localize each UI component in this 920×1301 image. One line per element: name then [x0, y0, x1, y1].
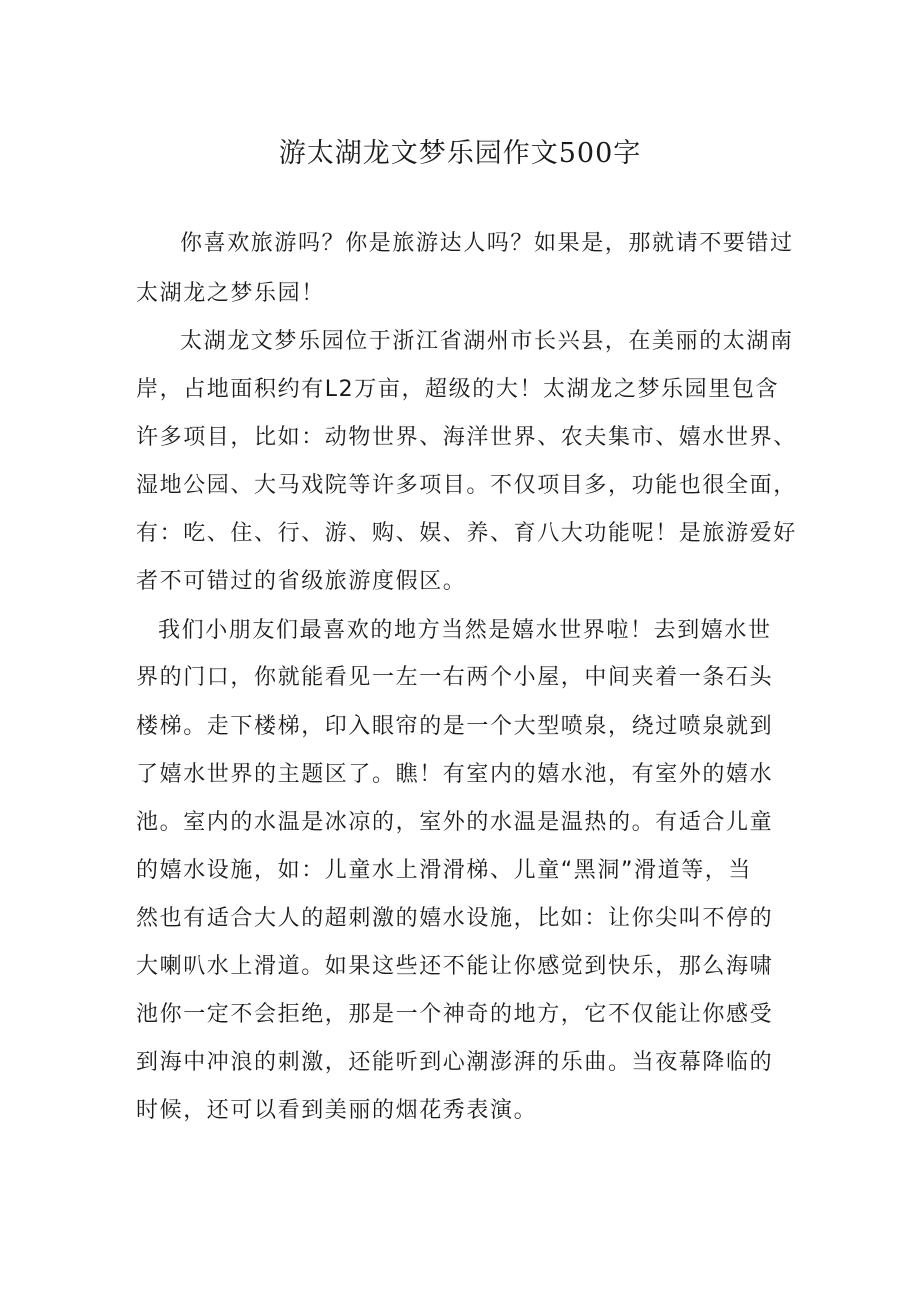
paragraph-3-line-4: 了嬉水世界的主题区了。瞧！有室内的嬉水池，有室外的嬉水: [136, 762, 774, 787]
paragraph-1-line-1: 你喜欢旅游吗？你是旅游达人吗？如果是，那就请不要错过: [180, 231, 794, 256]
paragraph-2-line-5: 有：吃、住、行、游、购、娱、养、育八大功能呢！是旅游爱好: [136, 521, 797, 546]
paragraph-3-line-11: 时候，还可以看到美丽的烟花秀表演。: [136, 1098, 538, 1123]
paragraph-3-line-5: 池。室内的水温是冰凉的，室外的水温是温热的。有适合儿童: [136, 810, 774, 835]
paragraph-3-line-1: 我们小朋友们最喜欢的地方当然是嬉水世界啦！去到嬉水世: [158, 618, 772, 643]
paragraph-3-line-8: 大喇叭水上滑道。如果这些还不能让你感觉到快乐，那么海啸: [136, 954, 774, 979]
paragraph-2-line-6: 者不可错过的省级旅游度假区。: [136, 569, 467, 594]
paragraph-3-line-10: 到海中冲浪的刺激，还能听到心潮澎湃的乐曲。当夜幕降临的: [136, 1050, 774, 1075]
paragraph-2-line-3: 许多项目，比如：动物世界、海洋世界、农夫集市、嬉水世界、: [136, 425, 797, 450]
paragraph-3-line-7: 然也有适合大人的超刺激的嬉水设施，比如：让你尖叫不停的: [136, 906, 774, 931]
paragraph-2-line-2: 岸，占地面积约有L2万亩，超级的大！太湖龙之梦乐园里包含: [136, 377, 780, 402]
paragraph-1-line-2: 太湖龙之梦乐园！: [136, 281, 325, 306]
paragraph-3-line-9: 池你一定不会拒绝，那是一个神奇的地方，它不仅能让你感受: [136, 1002, 774, 1027]
paragraph-3-line-3: 楼梯。走下楼梯，印入眼帘的是一个大型喷泉，绕过喷泉就到: [136, 714, 774, 739]
paragraph-3-line-2: 界的门口，你就能看见一左一右两个小屋，中间夹着一条石头: [136, 665, 774, 690]
document-title: 游太湖龙文梦乐园作文500字: [278, 138, 642, 169]
paragraph-2-line-4: 湿地公园、大马戏院等许多项目。不仅项目多，功能也很全面，: [136, 473, 797, 498]
paragraph-3-line-6: 的嬉水设施，如：儿童水上滑滑梯、儿童“黑洞”滑道等，当: [136, 858, 752, 883]
paragraph-2-line-1: 太湖龙文梦乐园位于浙江省湖州市长兴县，在美丽的太湖南: [180, 329, 794, 354]
